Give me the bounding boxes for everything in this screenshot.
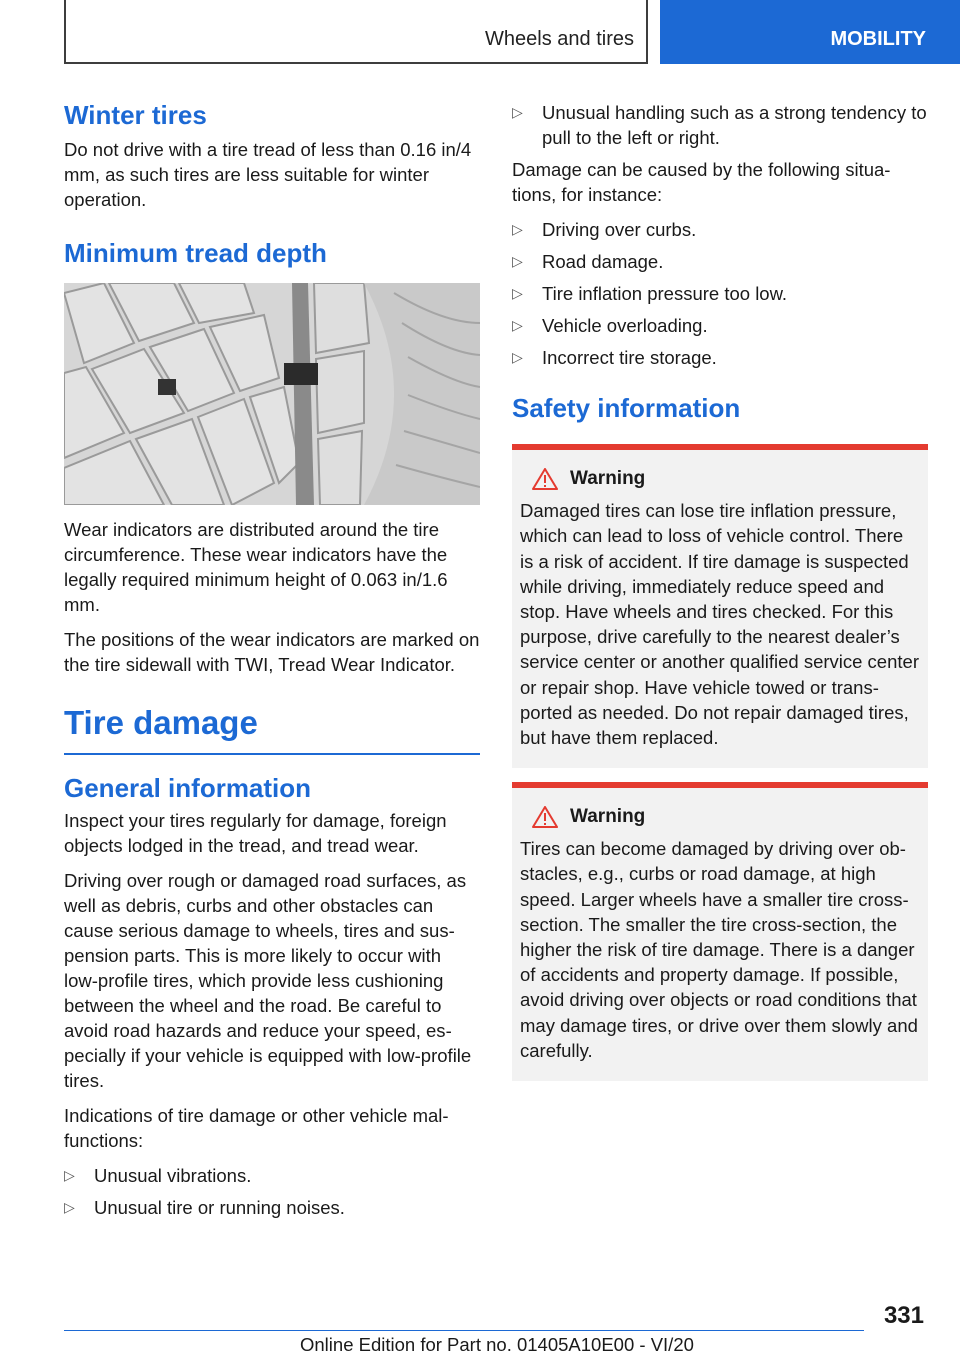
header-chapter-title: MOBILITY bbox=[830, 28, 926, 50]
general-info-heading: General information bbox=[64, 772, 312, 803]
bullet-triangle-icon: ▷ bbox=[64, 1199, 75, 1216]
list-item: ▷ Tire inflation pressure too low. bbox=[512, 283, 788, 304]
warning-box-2 bbox=[512, 782, 928, 1081]
footer-edition: Online Edition for Part no. 01405A10E00 - VI/20 bbox=[300, 1334, 694, 1355]
list-item: ▷ Unusual tire or running noises. bbox=[64, 1197, 345, 1219]
bullet-triangle-icon: ▷ bbox=[512, 285, 523, 301]
list-item: ▷ Driving over curbs. bbox=[512, 219, 697, 240]
warning-triangle-icon bbox=[532, 806, 558, 828]
list-item: ▷ Incorrect tire storage. bbox=[512, 347, 717, 368]
warning-header bbox=[520, 806, 920, 828]
causes-list bbox=[512, 217, 928, 370]
wear-positions-text: The positions of the wear indicators are marked on the tire sidewall with TWI, Tread Wear Indicator. bbox=[64, 629, 480, 676]
warning-title: Warning bbox=[570, 468, 646, 490]
tire-tread-illustration bbox=[64, 283, 480, 505]
warning-title: Warning bbox=[570, 806, 646, 828]
warning-box-1 bbox=[512, 444, 928, 768]
bullet-triangle-icon: ▷ bbox=[512, 104, 523, 120]
safety-info-heading: Safety information bbox=[512, 393, 741, 423]
list-item: ▷ Unusual vibrations. bbox=[64, 1165, 252, 1187]
right-column bbox=[512, 100, 928, 1081]
tire-tread-image bbox=[64, 283, 480, 505]
wear-indicators-text: Wear indicators are distributed around the tire circumference. These wear indicators have the legally required minimum height of 0.063 in/1.6 mm. bbox=[64, 519, 448, 616]
list-item: ▷ Road damage. bbox=[512, 251, 664, 272]
left-column bbox=[64, 100, 480, 1227]
list-item: ▷ Vehicle overloading. bbox=[512, 315, 708, 336]
warning-text: Damaged tires can lose tire inflation pressure, which can lead to loss of vehicle control. There is a risk of accident. If tire damage is suspected while driving, immediately reduce speed and stop. Have wheels and tires checked. For this purpose, drive carefully to the nearest dealer’s service center or another qualified service center or repair shop. Have vehicle towed or transported as needed. Do not repair damaged tires, but have them replaced. bbox=[520, 500, 919, 749]
heading-rule bbox=[64, 753, 480, 755]
winter-tires-text: Do not drive with a tire tread of less than 0.16 in/4 mm, as such tires are less suitable for winter operation. bbox=[64, 139, 472, 211]
header-section-box bbox=[64, 0, 648, 64]
bullet-triangle-icon: ▷ bbox=[512, 221, 523, 237]
min-tread-heading: Minimum tread depth bbox=[64, 238, 327, 269]
indications-text: Indications of tire damage or other vehicle malfunctions: bbox=[64, 1105, 449, 1152]
causes-text: Damage can be caused by the following situations, for instance: bbox=[512, 159, 891, 205]
list-item: ▷ Unusual handling such as a strong tendency to pull to the left or right. bbox=[512, 102, 927, 148]
driving-text: Driving over rough or damaged road surfaces, as well as debris, curbs and other obstacles can cause serious damage to wheels, tires and suspension parts. This is more likely to occur with low-profile tires, which provide less cushioning between the wheel and the road. Be careful to avoid road hazards and reduce your speed, especially if your vehicle is equipped with low-profile tires. bbox=[64, 870, 472, 1092]
bullet-triangle-icon: ▷ bbox=[512, 317, 523, 333]
warning-header bbox=[520, 468, 920, 490]
tire-damage-heading: Tire damage bbox=[64, 704, 258, 742]
warning-triangle-icon bbox=[532, 468, 558, 490]
inspect-text: Inspect your tires regularly for damage, foreign objects lodged in the tread, and tread wear. bbox=[64, 810, 447, 857]
bullet-triangle-icon: ▷ bbox=[512, 349, 523, 365]
indications-list bbox=[64, 1163, 480, 1220]
header-section-title: Wheels and tires bbox=[485, 28, 634, 50]
winter-tires-heading: Winter tires bbox=[64, 100, 207, 130]
header-chapter-tab bbox=[660, 0, 960, 64]
indications-list-continued bbox=[512, 100, 928, 150]
page-number: 331 bbox=[883, 1302, 924, 1329]
bullet-triangle-icon: ▷ bbox=[512, 253, 523, 269]
footer-rule bbox=[64, 1330, 864, 1331]
warning-text: Tires can become damaged by driving over obstacles, e.g., curbs or road damage, at high speed. Larger wheels have a smaller tire cross-section. The smaller the tire cross-section, the higher the risk of tire damage. There is a danger of accidents and property damage. If possible, avoid driving over objects or road conditions that may damage tires, or drive over them slowly and carefully. bbox=[520, 838, 918, 1061]
bullet-triangle-icon: ▷ bbox=[64, 1167, 75, 1184]
